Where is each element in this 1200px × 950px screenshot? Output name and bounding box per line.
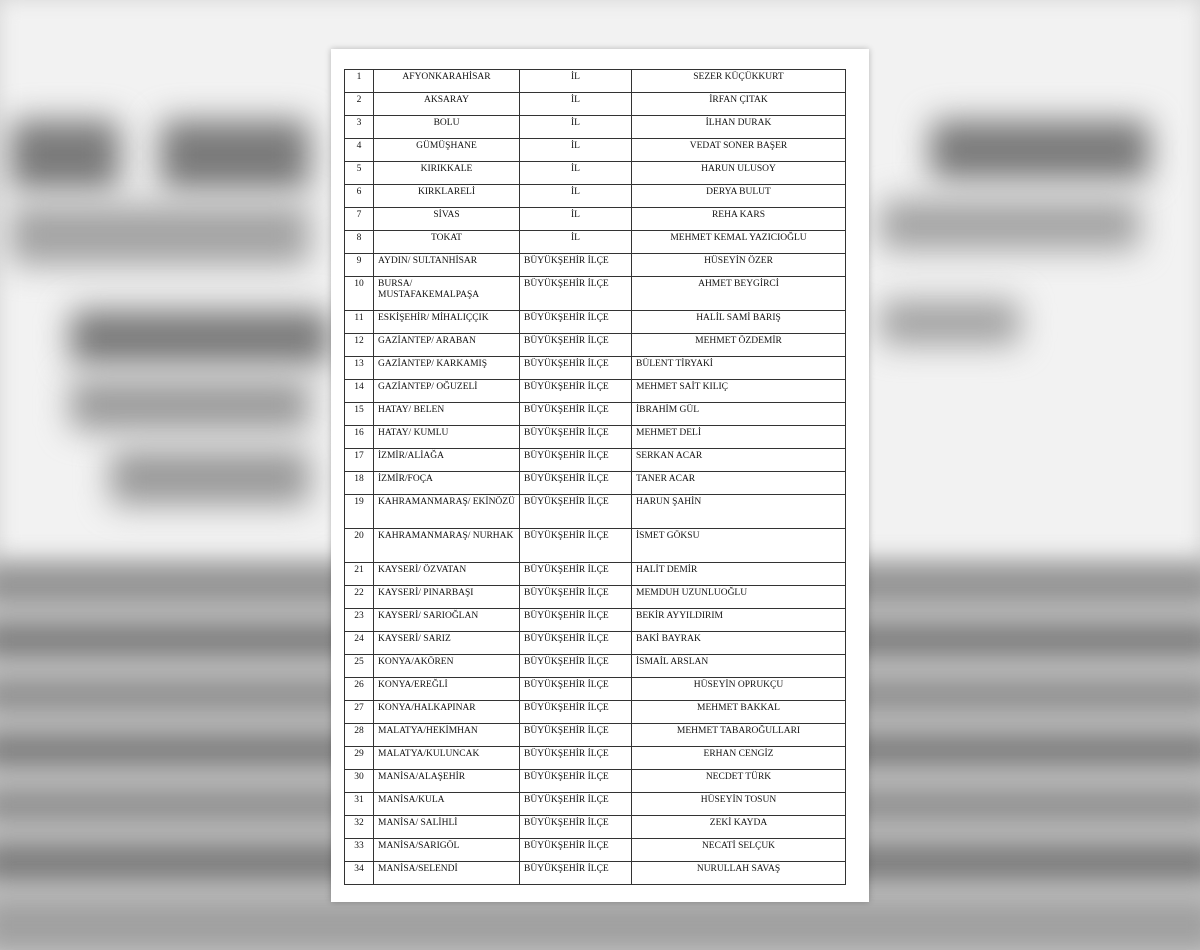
- type-cell: BÜYÜKŞEHİR İLÇE: [520, 380, 632, 403]
- name-cell: HARUN ŞAHİN: [632, 495, 846, 529]
- table-row: [345, 311, 846, 334]
- type-cell: BÜYÜKŞEHİR İLÇE: [520, 357, 632, 380]
- table-row: [345, 116, 846, 139]
- table-row: [345, 586, 846, 609]
- location-cell: AFYONKARAHİSAR: [374, 70, 520, 93]
- row-number-cell: 10: [345, 277, 374, 311]
- location-cell: BOLU: [374, 116, 520, 139]
- document-page: [331, 49, 869, 902]
- location-cell: MANİSA/SELENDİ: [374, 862, 520, 885]
- name-cell: BAKİ BAYRAK: [632, 632, 846, 655]
- location-cell: İZMİR/FOÇA: [374, 472, 520, 495]
- type-cell: BÜYÜKŞEHİR İLÇE: [520, 793, 632, 816]
- table-row: [345, 208, 846, 231]
- location-cell: MANİSA/SARIGÖL: [374, 839, 520, 862]
- name-cell: REHA KARS: [632, 208, 846, 231]
- location-cell: KONYA/HALKAPINAR: [374, 701, 520, 724]
- name-cell: TANER ACAR: [632, 472, 846, 495]
- location-cell: HATAY/ KUMLU: [374, 426, 520, 449]
- row-number-cell: 11: [345, 311, 374, 334]
- row-number-cell: 2: [345, 93, 374, 116]
- row-number-cell: 13: [345, 357, 374, 380]
- location-cell: KIRIKKALE: [374, 162, 520, 185]
- row-number-cell: 3: [345, 116, 374, 139]
- location-cell: AKSARAY: [374, 93, 520, 116]
- name-cell: İBRAHİM GÜL: [632, 403, 846, 426]
- type-cell: BÜYÜKŞEHİR İLÇE: [520, 678, 632, 701]
- row-number-cell: 21: [345, 563, 374, 586]
- row-number-cell: 16: [345, 426, 374, 449]
- type-cell: BÜYÜKŞEHİR İLÇE: [520, 529, 632, 563]
- location-cell: KAYSERİ/ ÖZVATAN: [374, 563, 520, 586]
- type-cell: BÜYÜKŞEHİR İLÇE: [520, 426, 632, 449]
- name-cell: MEHMET SAİT KILIÇ: [632, 380, 846, 403]
- type-cell: BÜYÜKŞEHİR İLÇE: [520, 472, 632, 495]
- row-number-cell: 31: [345, 793, 374, 816]
- type-cell: BÜYÜKŞEHİR İLÇE: [520, 632, 632, 655]
- location-cell: HATAY/ BELEN: [374, 403, 520, 426]
- table-row: [345, 678, 846, 701]
- location-cell: MANİSA/KULA: [374, 793, 520, 816]
- row-number-cell: 6: [345, 185, 374, 208]
- name-cell: NECDET TÜRK: [632, 770, 846, 793]
- location-cell: KAYSERİ/ SARIZ: [374, 632, 520, 655]
- location-cell: KAYSERİ/ SARIOĞLAN: [374, 609, 520, 632]
- row-number-cell: 23: [345, 609, 374, 632]
- type-cell: BÜYÜKŞEHİR İLÇE: [520, 724, 632, 747]
- type-cell: BÜYÜKŞEHİR İLÇE: [520, 747, 632, 770]
- location-cell: ESKİŞEHİR/ MİHALIÇÇIK: [374, 311, 520, 334]
- type-cell: BÜYÜKŞEHİR İLÇE: [520, 563, 632, 586]
- type-cell: İL: [520, 208, 632, 231]
- name-cell: MEHMET ÖZDEMİR: [632, 334, 846, 357]
- location-cell: SİVAS: [374, 208, 520, 231]
- name-cell: HÜSEYİN ÖZER: [632, 254, 846, 277]
- type-cell: BÜYÜKŞEHİR İLÇE: [520, 586, 632, 609]
- table-row: [345, 655, 846, 678]
- row-number-cell: 18: [345, 472, 374, 495]
- type-cell: BÜYÜKŞEHİR İLÇE: [520, 449, 632, 472]
- table-row: [345, 254, 846, 277]
- type-cell: İL: [520, 185, 632, 208]
- location-cell: AYDIN/ SULTANHİSAR: [374, 254, 520, 277]
- location-cell: BURSA/ MUSTAFAKEMALPAŞA: [374, 277, 520, 311]
- type-cell: BÜYÜKŞEHİR İLÇE: [520, 770, 632, 793]
- type-cell: BÜYÜKŞEHİR İLÇE: [520, 701, 632, 724]
- name-cell: NECATİ SELÇUK: [632, 839, 846, 862]
- table-row: [345, 449, 846, 472]
- row-number-cell: 29: [345, 747, 374, 770]
- row-number-cell: 17: [345, 449, 374, 472]
- type-cell: İL: [520, 116, 632, 139]
- name-cell: MEHMET DELİ: [632, 426, 846, 449]
- table-row: [345, 93, 846, 116]
- row-number-cell: 26: [345, 678, 374, 701]
- type-cell: İL: [520, 162, 632, 185]
- table-row: [345, 334, 846, 357]
- location-cell: MANİSA/ALAŞEHİR: [374, 770, 520, 793]
- table-row: [345, 70, 846, 93]
- location-cell: GAZİANTEP/ OĞUZELİ: [374, 380, 520, 403]
- type-cell: BÜYÜKŞEHİR İLÇE: [520, 254, 632, 277]
- name-cell: HALİL SAMİ BARIŞ: [632, 311, 846, 334]
- table-row: [345, 231, 846, 254]
- name-cell: HÜSEYİN TOSUN: [632, 793, 846, 816]
- name-cell: MEMDUH UZUNLUOĞLU: [632, 586, 846, 609]
- table-row: [345, 472, 846, 495]
- row-number-cell: 33: [345, 839, 374, 862]
- row-number-cell: 7: [345, 208, 374, 231]
- type-cell: BÜYÜKŞEHİR İLÇE: [520, 495, 632, 529]
- location-cell: MANİSA/ SALİHLİ: [374, 816, 520, 839]
- type-cell: İL: [520, 231, 632, 254]
- name-cell: HARUN ULUSOY: [632, 162, 846, 185]
- table-body: [345, 70, 846, 885]
- location-cell: KAHRAMANMARAŞ/ NURHAK: [374, 529, 520, 563]
- location-cell: KONYA/EREĞLİ: [374, 678, 520, 701]
- table-row: [345, 277, 846, 311]
- row-number-cell: 20: [345, 529, 374, 563]
- name-cell: HÜSEYİN OPRUKÇU: [632, 678, 846, 701]
- row-number-cell: 19: [345, 495, 374, 529]
- table-row: [345, 380, 846, 403]
- name-cell: ERHAN CENGİZ: [632, 747, 846, 770]
- location-cell: GÜMÜŞHANE: [374, 139, 520, 162]
- location-cell: KAYSERİ/ PINARBAŞI: [374, 586, 520, 609]
- type-cell: BÜYÜKŞEHİR İLÇE: [520, 403, 632, 426]
- location-cell: İZMİR/ALİAĞA: [374, 449, 520, 472]
- row-number-cell: 30: [345, 770, 374, 793]
- table-row: [345, 529, 846, 563]
- row-number-cell: 14: [345, 380, 374, 403]
- appointment-table: [344, 69, 846, 885]
- table-row: [345, 563, 846, 586]
- name-cell: İLHAN DURAK: [632, 116, 846, 139]
- table-row: [345, 495, 846, 529]
- row-number-cell: 1: [345, 70, 374, 93]
- name-cell: NURULLAH SAVAŞ: [632, 862, 846, 885]
- table-row: [345, 862, 846, 885]
- type-cell: BÜYÜKŞEHİR İLÇE: [520, 334, 632, 357]
- name-cell: İRFAN ÇITAK: [632, 93, 846, 116]
- table-row: [345, 839, 846, 862]
- name-cell: SEZER KÜÇÜKKURT: [632, 70, 846, 93]
- name-cell: VEDAT SONER BAŞER: [632, 139, 846, 162]
- name-cell: İSMET GÖKSU: [632, 529, 846, 563]
- location-cell: GAZİANTEP/ KARKAMIŞ: [374, 357, 520, 380]
- row-number-cell: 22: [345, 586, 374, 609]
- name-cell: İSMAİL ARSLAN: [632, 655, 846, 678]
- row-number-cell: 9: [345, 254, 374, 277]
- table-row: [345, 609, 846, 632]
- name-cell: AHMET BEYGİRCİ: [632, 277, 846, 311]
- type-cell: BÜYÜKŞEHİR İLÇE: [520, 609, 632, 632]
- table-row: [345, 793, 846, 816]
- location-cell: MALATYA/KULUNCAK: [374, 747, 520, 770]
- type-cell: İL: [520, 93, 632, 116]
- type-cell: BÜYÜKŞEHİR İLÇE: [520, 862, 632, 885]
- table-row: [345, 426, 846, 449]
- row-number-cell: 15: [345, 403, 374, 426]
- location-cell: KAHRAMANMARAŞ/ EKİNÖZÜ: [374, 495, 520, 529]
- row-number-cell: 24: [345, 632, 374, 655]
- type-cell: BÜYÜKŞEHİR İLÇE: [520, 839, 632, 862]
- name-cell: ZEKİ KAYDA: [632, 816, 846, 839]
- row-number-cell: 4: [345, 139, 374, 162]
- type-cell: BÜYÜKŞEHİR İLÇE: [520, 311, 632, 334]
- row-number-cell: 12: [345, 334, 374, 357]
- row-number-cell: 32: [345, 816, 374, 839]
- name-cell: MEHMET KEMAL YAZICIOĞLU: [632, 231, 846, 254]
- table-row: [345, 162, 846, 185]
- table-row: [345, 185, 846, 208]
- row-number-cell: 25: [345, 655, 374, 678]
- type-cell: BÜYÜKŞEHİR İLÇE: [520, 655, 632, 678]
- name-cell: DERYA BULUT: [632, 185, 846, 208]
- type-cell: BÜYÜKŞEHİR İLÇE: [520, 816, 632, 839]
- table-row: [345, 139, 846, 162]
- location-cell: KIRKLARELİ: [374, 185, 520, 208]
- name-cell: SERKAN ACAR: [632, 449, 846, 472]
- table-row: [345, 701, 846, 724]
- type-cell: İL: [520, 139, 632, 162]
- table-row: [345, 770, 846, 793]
- row-number-cell: 34: [345, 862, 374, 885]
- location-cell: MALATYA/HEKİMHAN: [374, 724, 520, 747]
- type-cell: İL: [520, 70, 632, 93]
- name-cell: MEHMET TABAROĞULLARI: [632, 724, 846, 747]
- location-cell: KONYA/AKÖREN: [374, 655, 520, 678]
- type-cell: BÜYÜKŞEHİR İLÇE: [520, 277, 632, 311]
- row-number-cell: 8: [345, 231, 374, 254]
- table-row: [345, 357, 846, 380]
- name-cell: MEHMET BAKKAL: [632, 701, 846, 724]
- table-row: [345, 632, 846, 655]
- name-cell: BEKİR AYYILDIRIM: [632, 609, 846, 632]
- table-row: [345, 747, 846, 770]
- row-number-cell: 27: [345, 701, 374, 724]
- table-row: [345, 403, 846, 426]
- table-row: [345, 724, 846, 747]
- location-cell: TOKAT: [374, 231, 520, 254]
- table-row: [345, 816, 846, 839]
- row-number-cell: 5: [345, 162, 374, 185]
- location-cell: GAZİANTEP/ ARABAN: [374, 334, 520, 357]
- row-number-cell: 28: [345, 724, 374, 747]
- name-cell: BÜLENT TİRYAKİ: [632, 357, 846, 380]
- name-cell: HALİT DEMİR: [632, 563, 846, 586]
